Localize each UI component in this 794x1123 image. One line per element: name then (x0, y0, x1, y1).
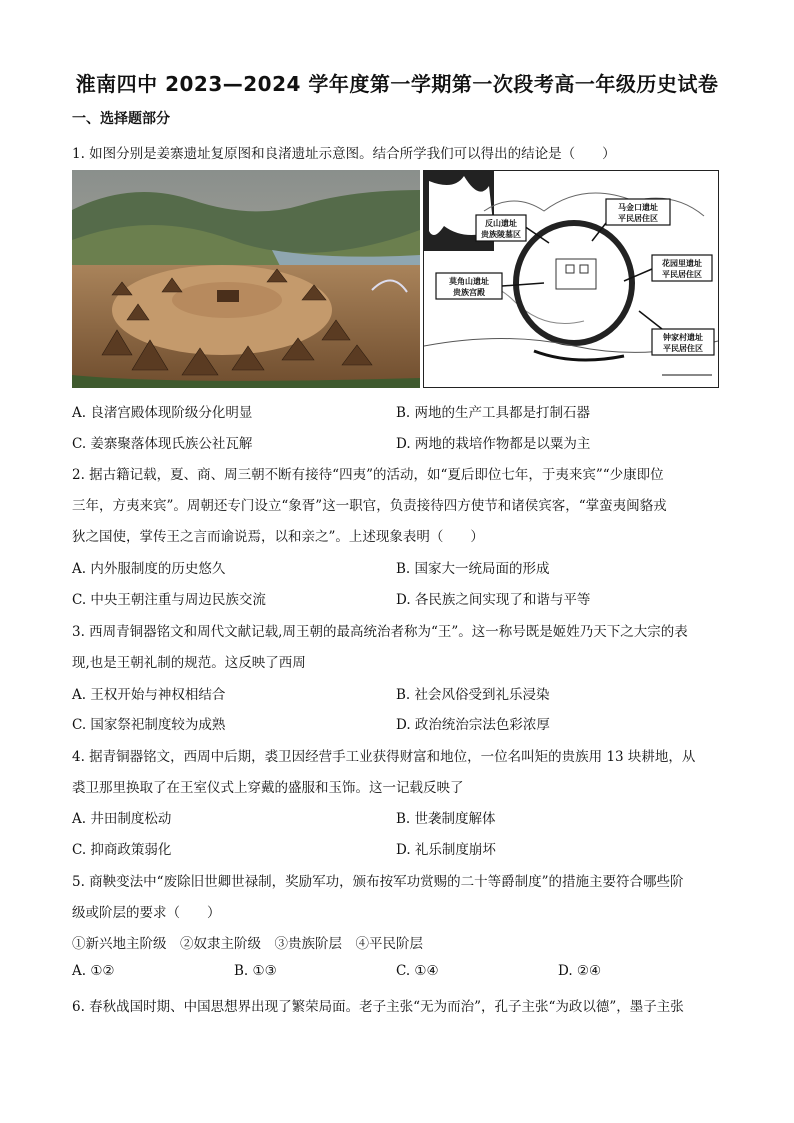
q4-option-d: D. 礼乐制度崩坏 (396, 842, 496, 858)
page-title: 淮南四中 2023—2024 学年度第一学期第一次段考高一年级历史试卷 (75, 72, 719, 96)
q3-option-b: B. 社会风俗受到礼乐浸染 (396, 687, 550, 703)
map-label-huayuanli-2: 平民居住区 (662, 270, 702, 279)
map-label-mojiaoshan-1: 莫角山遗址 (449, 277, 489, 286)
q2-stem-line3: 狄之国使，掌传王之言而谕说焉，以和亲之”。上述现象表明（ ） (72, 529, 484, 545)
map-label-fanshan-1: 反山遗址 (485, 219, 517, 228)
q1-option-a: A. 良渚宫殿体现阶级分化明显 (72, 405, 253, 421)
q3-stem-line2: 现,也是王朝礼制的规范。这反映了西周 (72, 655, 306, 671)
q5-items: ①新兴地主阶级 ②奴隶主阶级 ③贵族阶层 ④平民阶层 (72, 936, 423, 952)
q4-option-b: B. 世袭制度解体 (396, 811, 496, 827)
q1-option-c: C. 姜寨聚落体现氏族公社瓦解 (72, 436, 253, 452)
q3-option-a: A. 王权开始与神权相结合 (72, 687, 226, 703)
q4-option-c: C. 抑商政策弱化 (72, 842, 172, 858)
map-label-mojiaoshan-2: 贵族宫殿 (453, 288, 485, 297)
map-label-zhongjiacun-1: 钟家村遗址 (663, 333, 703, 342)
liangzhu-site-map (423, 170, 719, 388)
q4-stem-line2: 裘卫那里换取了在王室仪式上穿戴的盛服和玉饰。这一记载反映了 (72, 780, 464, 796)
q6-stem-line1: 6. 春秋战国时期、中国思想界出现了繁荣局面。老子主张“无为而治”，孔子主张“为政以德”，墨子主张 (72, 999, 684, 1015)
map-label-huayuanli-1: 花园里遗址 (662, 259, 702, 268)
q5-stem-line1: 5. 商鞅变法中“废除旧世卿世禄制，奖励军功，颁布按军功赏赐的二十等爵制度”的措施主要符合哪些阶 (72, 874, 684, 890)
q3-option-c: C. 国家祭祀制度较为成熟 (72, 717, 226, 733)
q5-option-b: B. ①③ (234, 963, 277, 979)
q2-option-b: B. 国家大一统局面的形成 (396, 561, 550, 577)
q2-option-d: D. 各民族之间实现了和谐与平等 (396, 592, 591, 608)
q1-stem: 1. 如图分别是姜寨遗址复原图和良渚遗址示意图。结合所学我们可以得出的结论是（ ） (72, 146, 616, 162)
q1-option-d: D. 两地的栽培作物都是以粟为主 (396, 436, 591, 452)
map-label-majinkou-1: 马金口遗址 (618, 203, 658, 212)
q2-stem-line2: 三年，方夷来宾”。周朝还专门设立“象胥”这一职官，负责接待四方使节和诸侯宾客，“掌蛮夷闽貉戎 (72, 498, 667, 514)
q5-option-a: A. ①② (72, 963, 115, 979)
q3-stem-line1: 3. 西周青铜器铭文和周代文献记载,周王朝的最高统治者称为“王”。这一称号既是姬姓乃天下之大宗的表 (72, 624, 688, 640)
section-heading: 一、选择题部分 (72, 111, 170, 127)
q4-option-a: A. 井田制度松动 (72, 811, 172, 827)
q2-stem-line1: 2. 据古籍记载，夏、商、周三朝不断有接待“四夷”的活动，如“夏后即位七年，于夷来宾”“少康即位 (72, 467, 664, 483)
map-label-zhongjiacun-2: 平民居住区 (663, 344, 703, 353)
q2-option-c: C. 中央王朝注重与周边民族交流 (72, 592, 266, 608)
q3-option-d: D. 政治统治宗法色彩浓厚 (396, 717, 550, 733)
q5-stem-line2: 级或阶层的要求（ ） (72, 905, 221, 921)
jiangzhai-reconstruction-image (72, 170, 420, 388)
q5-option-d: D. ②④ (558, 963, 602, 979)
q4-stem-line1: 4. 据青铜器铭文，西周中后期，裘卫因经营手工业获得财富和地位，一位名叫矩的贵族用 13 块耕地，从 (72, 749, 696, 765)
q5-option-c: C. ①④ (396, 963, 439, 979)
map-label-majinkou-2: 平民居住区 (618, 214, 658, 223)
map-label-fanshan-2: 贵族陵墓区 (481, 230, 521, 239)
q2-option-a: A. 内外服制度的历史悠久 (72, 561, 226, 577)
q1-option-b: B. 两地的生产工具都是打制石器 (396, 405, 591, 421)
